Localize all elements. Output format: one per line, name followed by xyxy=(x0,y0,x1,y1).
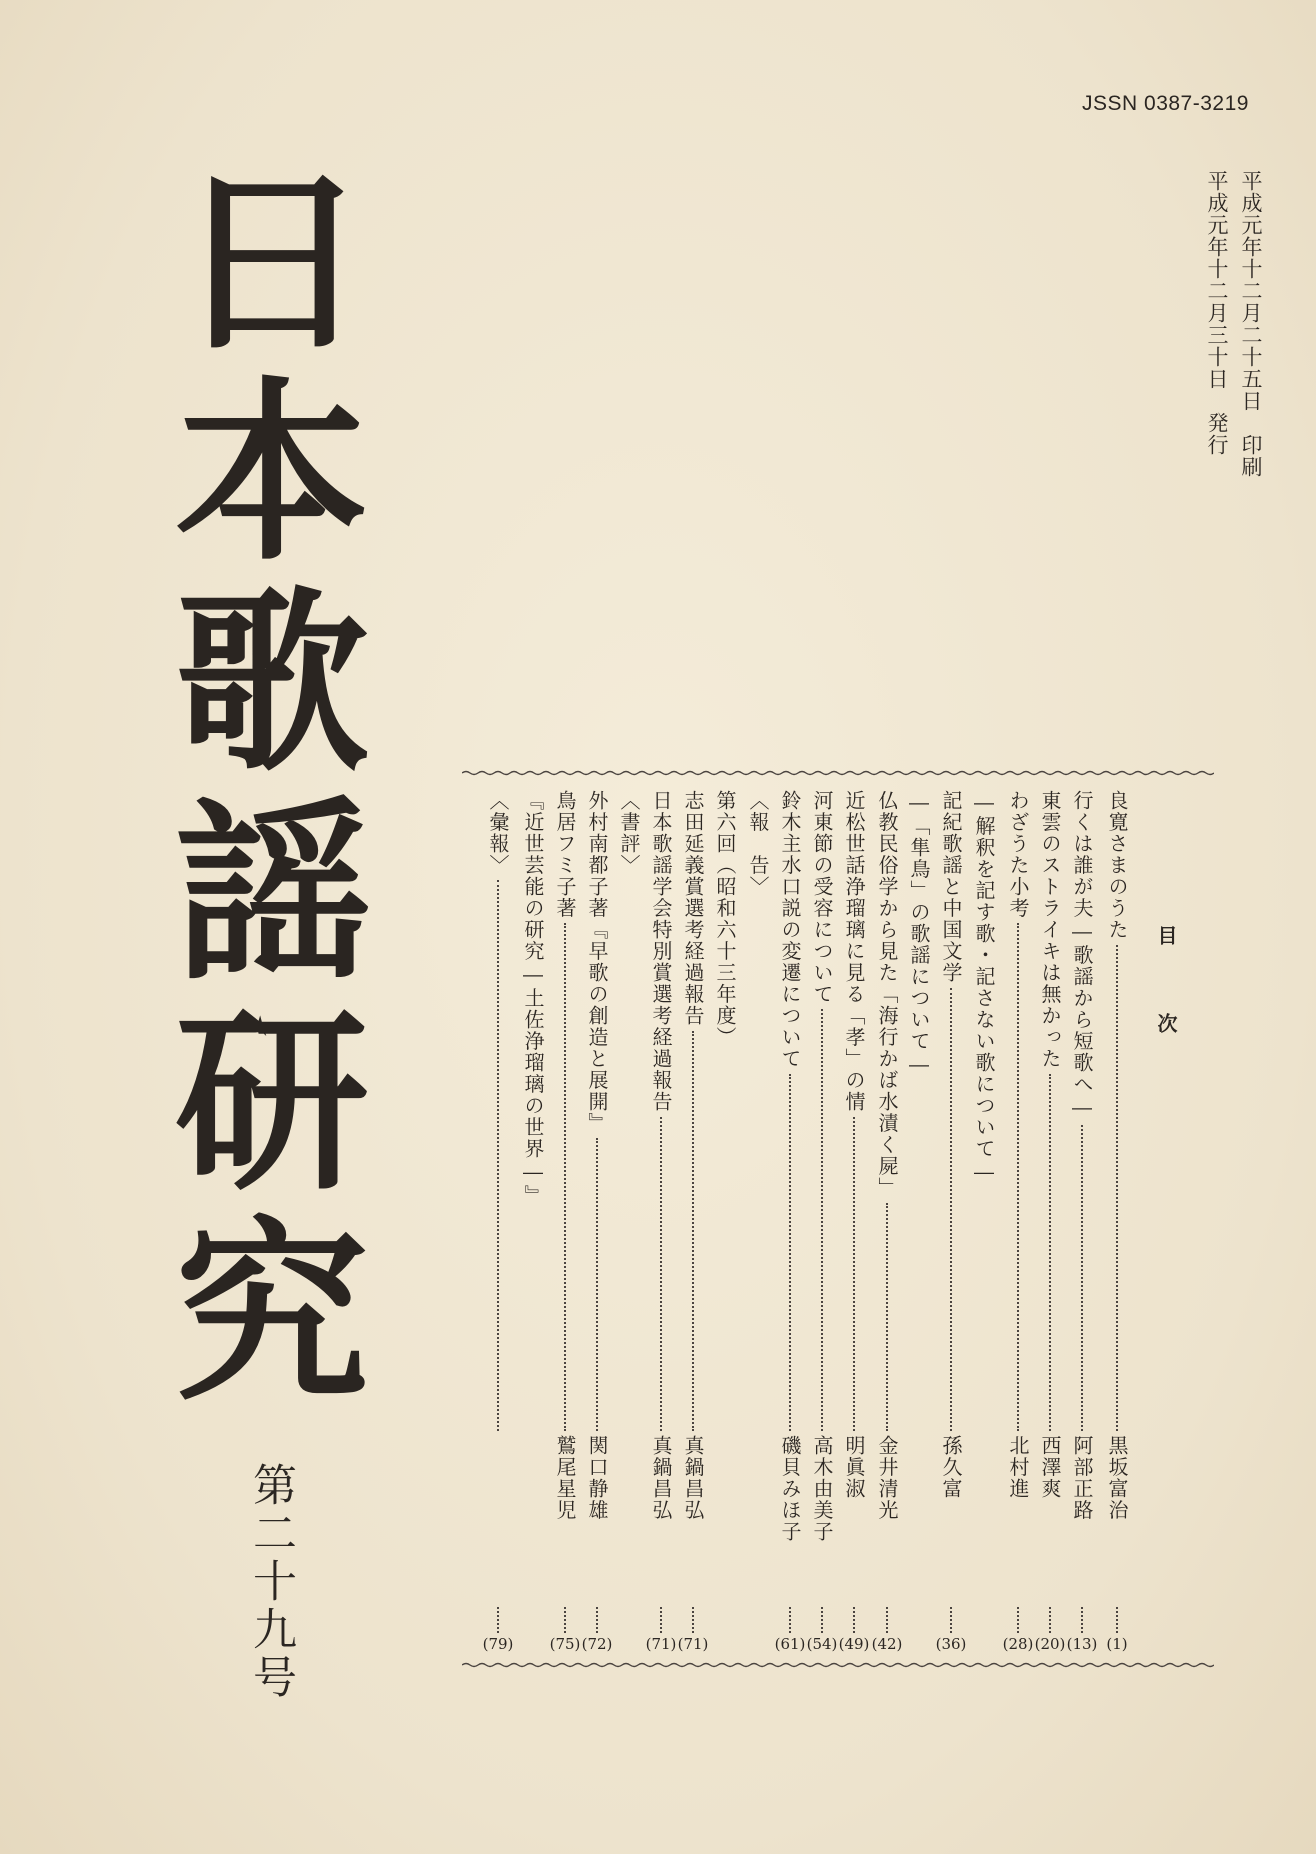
toc-leader-dots xyxy=(789,1074,791,1432)
toc-leader-dots xyxy=(886,1607,888,1633)
toc-entry-author: 金井清光 xyxy=(875,1435,899,1521)
toc-entry xyxy=(483,790,513,1652)
toc-leader-dots xyxy=(821,1009,823,1431)
toc-leader-dots xyxy=(596,1607,598,1633)
toc-entry xyxy=(872,790,902,1652)
toc-entry-author: 西澤爽 xyxy=(1038,1435,1062,1500)
toc-entry-author: 関口静雄 xyxy=(585,1435,609,1521)
issn-number: JSSN 0387-3219 xyxy=(1082,92,1249,115)
toc-leader-dots xyxy=(1081,1607,1083,1633)
toc-entry-title: 記紀歌謡と中国文学 xyxy=(939,790,963,984)
toc-entry-title: 鈴木主水口説の変遷について xyxy=(778,790,802,1070)
toc-entry-author: 明眞淑 xyxy=(842,1435,866,1500)
journal-title: 日本歌謡研究 xyxy=(143,160,371,1420)
toc-leader-dots xyxy=(596,1138,598,1431)
toc-entry xyxy=(678,790,708,1652)
toc-entry-title: 〈彙報〉 xyxy=(486,790,510,876)
toc-bottom-wavy-rule xyxy=(462,1662,1214,1668)
toc-entry-title: 仏教民俗学から見た「海行かば水漬く屍」 xyxy=(875,790,899,1199)
toc-entry-title: ―解釈を記す歌・記さない歌について― xyxy=(972,790,996,1185)
toc-leader-dots xyxy=(950,1607,952,1633)
toc-entry-title: 志田延義賞選考経過報告 xyxy=(681,790,705,1027)
toc-entry-author: 鷲尾星児 xyxy=(553,1435,577,1521)
toc-leader-dots xyxy=(950,988,952,1432)
toc-entry-title: 〈報 告〉 xyxy=(746,790,770,898)
toc-entry xyxy=(614,790,644,1652)
toc-entry-page: (75) xyxy=(549,1635,581,1653)
toc-entry xyxy=(839,790,869,1652)
toc-leader-dots xyxy=(1017,923,1019,1431)
toc-entry-page: (79) xyxy=(482,1635,514,1653)
toc-leader-dots xyxy=(692,1031,694,1432)
toc-entry xyxy=(1035,790,1065,1652)
toc-entry xyxy=(807,790,837,1652)
toc-leader-dots xyxy=(564,1607,566,1633)
toc-entry xyxy=(1067,790,1097,1652)
toc-leader-dots xyxy=(660,1117,662,1432)
toc-entry xyxy=(904,790,934,1652)
toc-entry-page: (49) xyxy=(838,1635,870,1653)
toc-entry-title: 外村南都子著『早歌の創造と展開』 xyxy=(585,790,609,1134)
toc-leader-dots xyxy=(853,1117,855,1432)
toc-entry xyxy=(775,790,805,1652)
toc-leader-dots xyxy=(1017,1607,1019,1633)
toc-entry xyxy=(550,790,580,1652)
toc-leader-dots xyxy=(1116,1607,1118,1633)
toc-entry-title: 〈書評〉 xyxy=(617,790,641,876)
toc-entry-author: 孫久富 xyxy=(939,1435,963,1500)
toc-entry-page: (1) xyxy=(1106,1635,1128,1653)
table-of-contents xyxy=(462,790,1214,1652)
publication-dates xyxy=(1200,170,1268,530)
toc-entry-title: 鳥居フミ子著 xyxy=(553,790,577,919)
toc-entry-page: (61) xyxy=(774,1635,806,1653)
toc-entry xyxy=(936,790,966,1652)
toc-entry-title: 近松世話浄瑠璃に見る「孝」の情 xyxy=(842,790,866,1113)
toc-leader-dots xyxy=(853,1607,855,1633)
toc-entry-page: (72) xyxy=(581,1635,613,1653)
toc-entry xyxy=(1003,790,1033,1652)
toc-entry-author: 磯貝みほ子 xyxy=(778,1435,802,1543)
toc-entry-title: ―「隼鳥」の歌謡について― xyxy=(907,790,931,1078)
toc-entry-author: 北村進 xyxy=(1006,1435,1030,1500)
toc-entry xyxy=(582,790,612,1652)
toc-leader-dots xyxy=(692,1607,694,1633)
toc-leader-dots xyxy=(497,880,499,1431)
publish-date: 平成元年十二月三十日 発行 xyxy=(1205,170,1229,456)
toc-leader-dots xyxy=(1116,945,1118,1432)
toc-leader-dots xyxy=(1049,1074,1051,1432)
toc-entry-title: 河東節の受容について xyxy=(810,790,834,1005)
print-date: 平成元年十二月二十五日 印刷 xyxy=(1239,170,1263,478)
toc-heading: 目次 xyxy=(1154,925,1178,1101)
toc-leader-dots xyxy=(886,1203,888,1432)
toc-entry-title: 東雲のストライキは無かった xyxy=(1038,790,1062,1070)
toc-leader-dots xyxy=(564,923,566,1431)
toc-entry-author: 真鍋昌弘 xyxy=(681,1435,705,1521)
toc-entry-author: 高木由美子 xyxy=(810,1435,834,1543)
toc-entry-title: 良寛さまのうた xyxy=(1105,790,1129,941)
toc-entry-page: (20) xyxy=(1034,1635,1066,1653)
issue-number: 第二十九号 xyxy=(245,1462,296,1702)
toc-entry-title: わざうた小考 xyxy=(1006,790,1030,919)
toc-leader-dots xyxy=(497,1607,499,1633)
toc-leader-dots xyxy=(821,1607,823,1633)
toc-entry xyxy=(518,790,548,1652)
toc-entry xyxy=(743,790,773,1652)
toc-entry-page: (28) xyxy=(1002,1635,1034,1653)
toc-entry-title: 第六回（昭和六十三年度） xyxy=(713,790,737,1048)
toc-leader-dots xyxy=(660,1607,662,1633)
toc-entry xyxy=(710,790,740,1652)
toc-top-wavy-rule xyxy=(462,770,1214,776)
toc-entry-author: 真鍋昌弘 xyxy=(649,1435,673,1521)
toc-entry-page: (54) xyxy=(806,1635,838,1653)
toc-entry-page: (71) xyxy=(645,1635,677,1653)
toc-entry xyxy=(1102,790,1132,1652)
toc-entry-page: (13) xyxy=(1066,1635,1098,1653)
toc-leader-dots xyxy=(1049,1607,1051,1633)
toc-leader-dots xyxy=(1081,1125,1083,1432)
toc-entry-author: 黒坂富治 xyxy=(1105,1435,1129,1521)
toc-entry xyxy=(969,790,999,1652)
toc-entry-page: (71) xyxy=(677,1635,709,1653)
toc-entry-title: 日本歌謡学会特別賞選考経過報告 xyxy=(649,790,673,1113)
toc-entry-title: 行くは誰が夫―歌謡から短歌へ― xyxy=(1070,790,1094,1121)
toc-entry-title: 『近世芸能の研究―土佐浄瑠璃の世界―』 xyxy=(521,790,545,1207)
toc-leader-dots xyxy=(789,1607,791,1633)
toc-entry-page: (42) xyxy=(871,1635,903,1653)
toc-entry-author: 阿部正路 xyxy=(1070,1435,1094,1521)
toc-entry-page: (36) xyxy=(935,1635,967,1653)
toc-entry xyxy=(646,790,676,1652)
